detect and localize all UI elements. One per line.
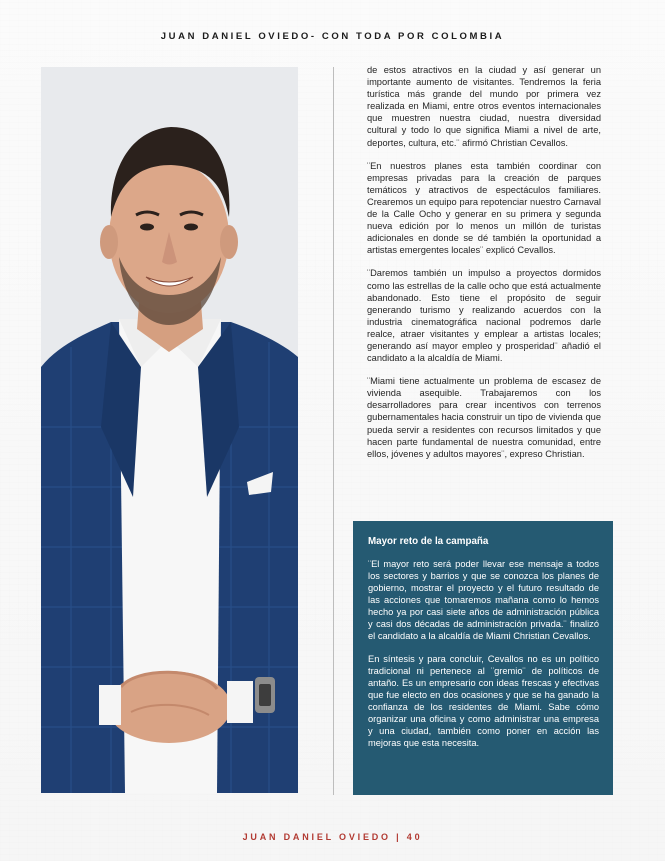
article-paragraph: ¨Miami tiene actualmente un problema de escasez de vivienda asequible. Trabajaremos con los desarrolladores para crear incentivos con terrenos gubernamentales hacia construir un tipo de vivienda que pueda servir a residentes con recursos limitados y que hacen parte fundamental de nuestra comunidad, entre ellos, jóvenes y adultos mayores¨, expreso Christian.: [367, 376, 601, 459]
column-divider: [333, 67, 334, 795]
portrait-photo: [41, 67, 298, 793]
article-paragraph: ¨Daremos también un impulso a proyectos dormidos como las estrellas de la calle ocho que está actualmente abandonado. Esto tiene el propósito de seguir generando turismo y realizando acuerdos con la industria cinematográfica nacional podremos darle realce, atraer visitantes y emplear a artistas locales; generando así mayor empleo y prosperidad¨ añadió el candidato a la alcaldía de Miami.: [367, 268, 601, 364]
callout-paragraph: ¨El mayor reto será poder llevar ese mensaje a todos los sectores y barrios y que se conozca los planes de gobierno, mostrar el proyecto y el futuro resultado de las acciones que tomaremos mañana como lo hemos hecho ya por casi siete años de administración pública y casi dos décadas de administración privada.¨ finalizó el candidato a la alcaldía de Miami Christian Cevallos.: [368, 559, 599, 641]
article-body: [367, 64, 601, 471]
callout-paragraph: En síntesis y para concluir, Cevallos no es un político tradicional ni pertenece al ¨gremio¨ de políticos de antaño. Es un empresario con ideas frescas y efectivas que fue electo en dos ocasiones y que se ha ganado la confianza de los residentes de Miami. Sabe cómo organizar una oficina y como administrar una empresa y una ciudad, también como poner en acción las mejoras que esta necesita.: [368, 654, 599, 748]
portrait-illustration: [41, 67, 298, 793]
page-header: JUAN DANIEL OVIEDO- CON TODA POR COLOMBIA: [160, 31, 505, 42]
page-footer: JUAN DANIEL OVIEDO | 40: [242, 832, 423, 842]
callout-box: [353, 521, 613, 795]
callout-heading: Mayor reto de la campaña: [368, 536, 489, 547]
article-paragraph: de estos atractivos en la ciudad y así generar un importante aumento de visitantes. Tendremos la feria turística más grande del mundo por primera vez realizada en Miami, entre otros eventos internacionales que muestren nuestra ciudad, nuestra diversidad cultural y todo lo que significa Miami a nivel de arte, deportes, cultura, etc.¨ afirmó Christian Cevallos.: [367, 65, 601, 148]
article-paragraph: ¨En nuestros planes esta también coordinar con empresas privadas para la creación de parques temáticos y atractivos de espectáculos familiares. Crearemos un equipo para repotenciar nuestro Carnaval de la Calle Ocho y generar en su primera y segunda nueva edición por lo menos un millón de turistas adicionales en donde se dé también la oportunidad a artistas emergentes locales¨ explicó Cevallos.: [367, 160, 601, 256]
